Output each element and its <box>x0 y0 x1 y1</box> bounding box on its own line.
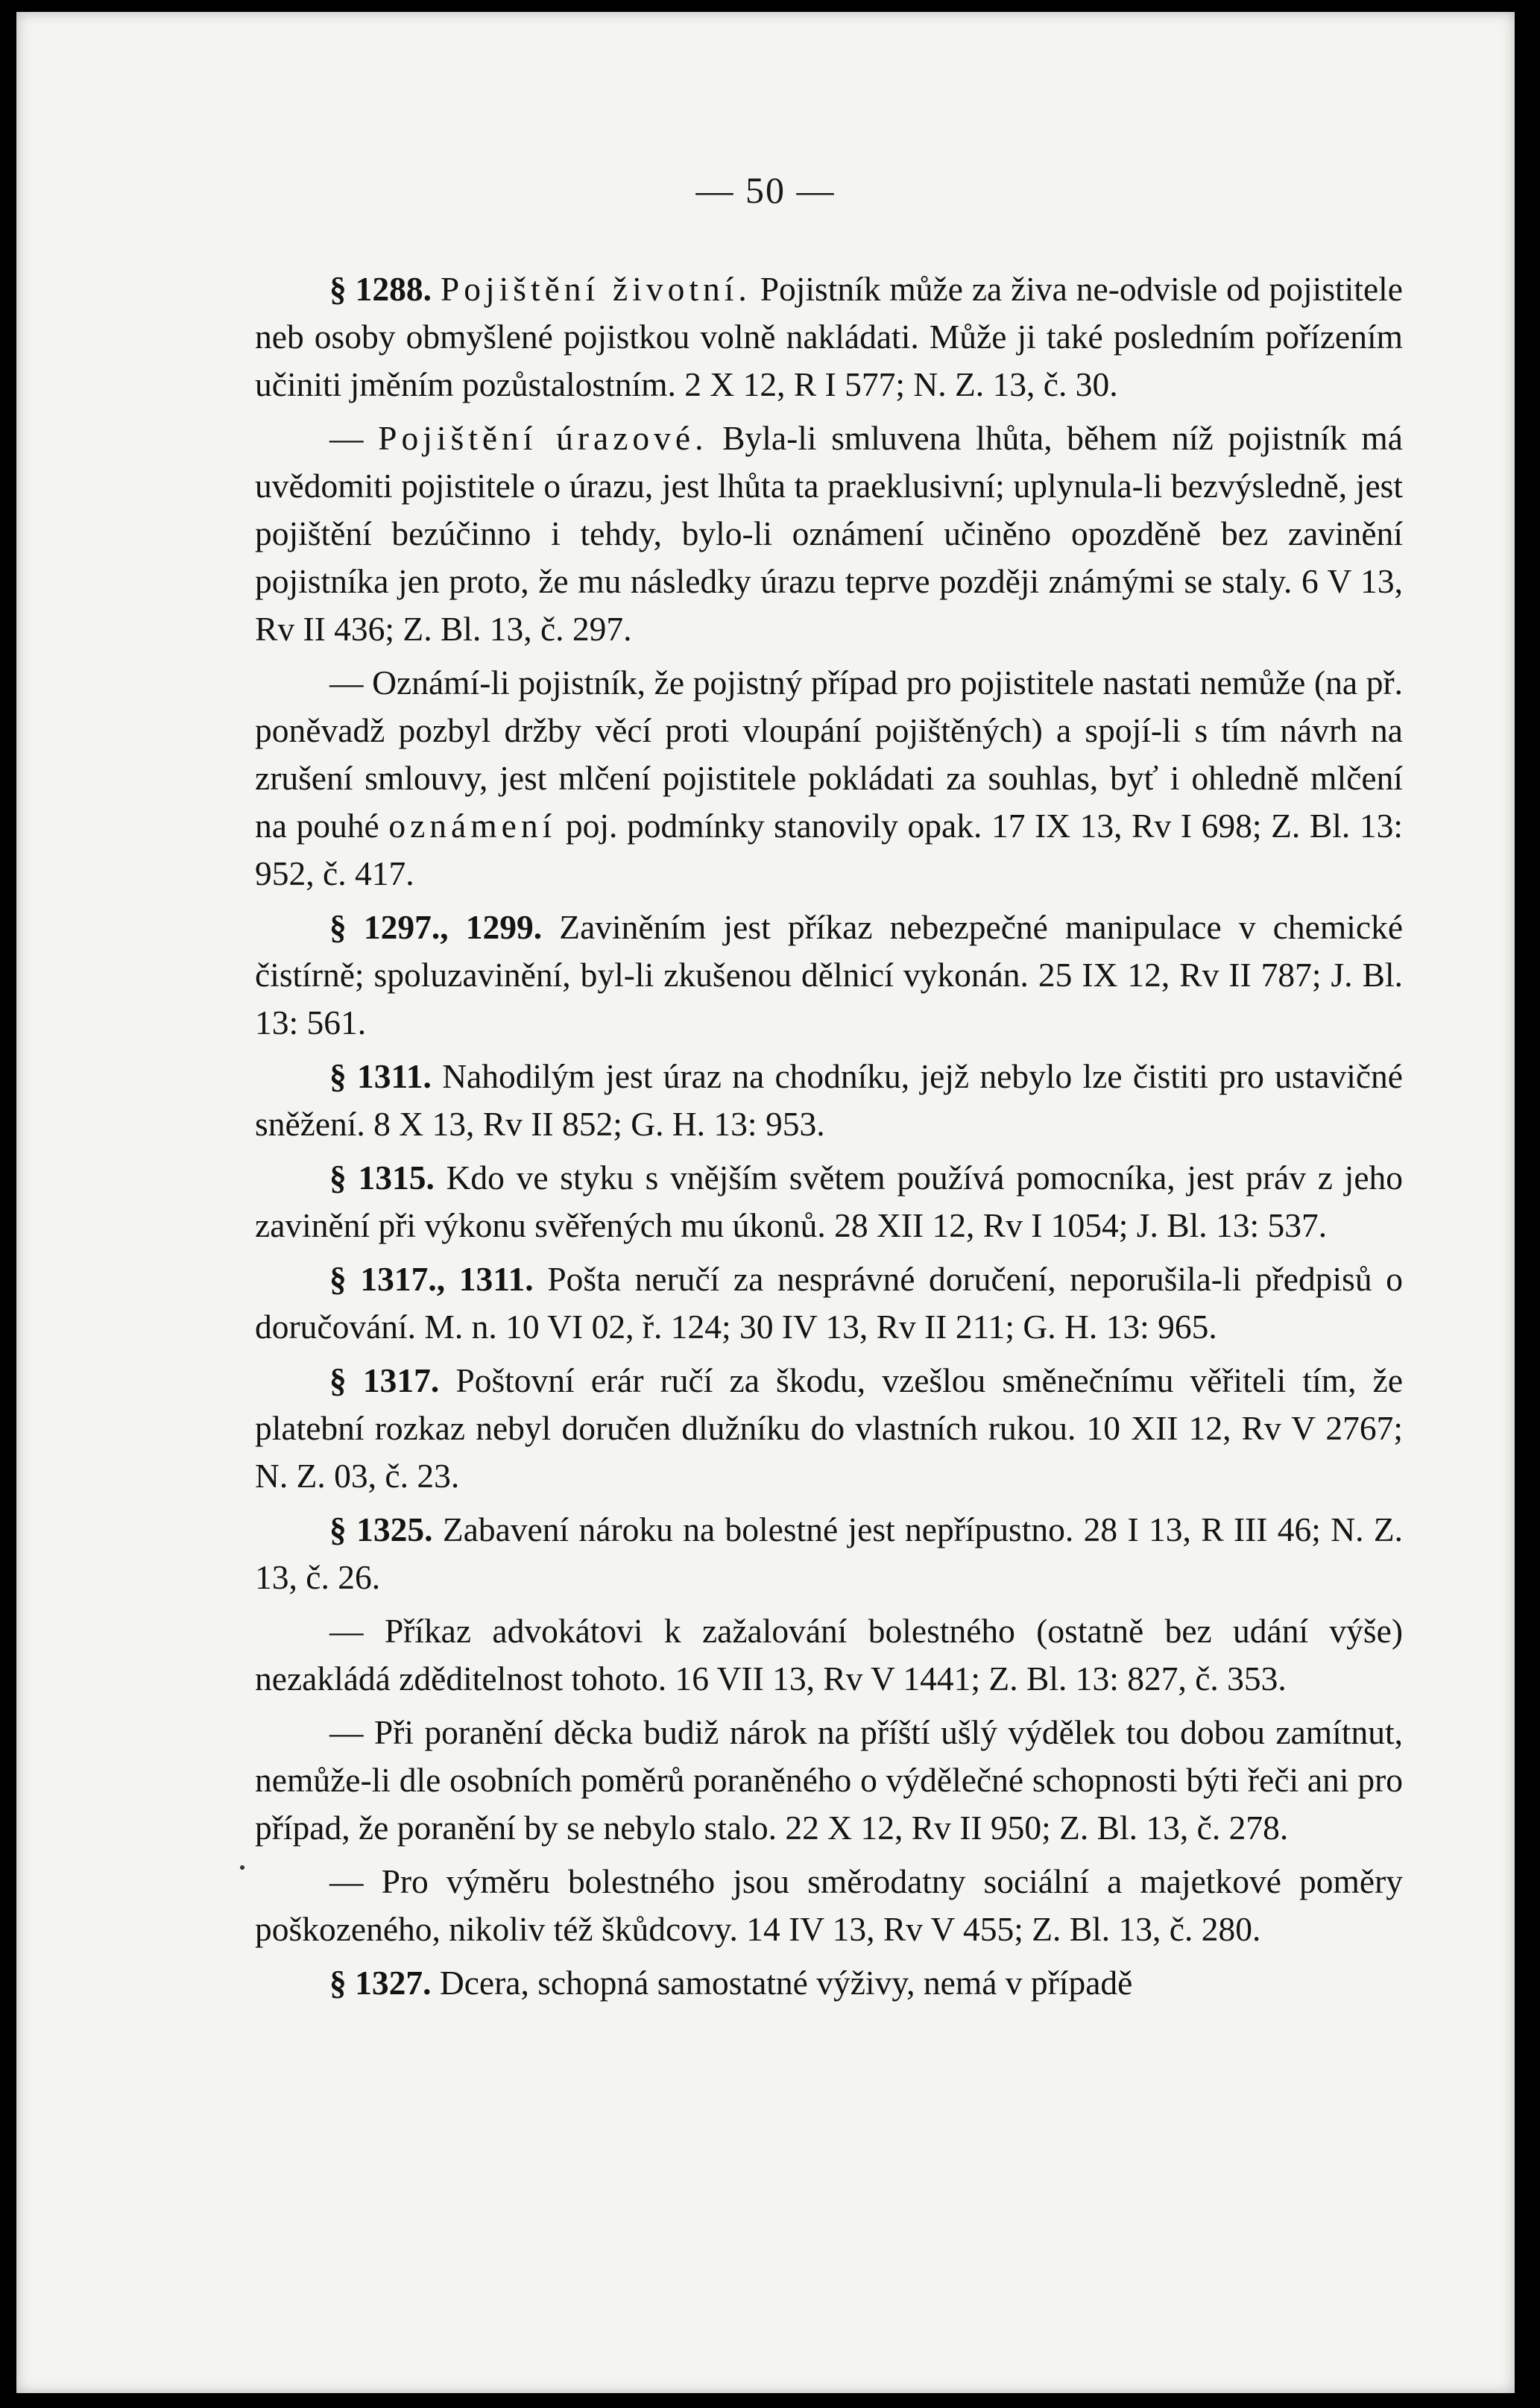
paragraph-text: Pojistník může za živa ne-odvisle od pojistitele neb osoby obmyšlené pojistkou volně nakládati. Může ji také posledním pořízením učiniti jměním pozůstalostním. 2 X 12, R I 577; N. Z. 13, č. 30. <box>255 270 1404 403</box>
dash: — <box>329 419 364 457</box>
paragraph-text: — Pro výměru bolestného jsou směrodatny sociální a majetkové poměry poškozeného, nikoliv též škůdcovy. 14 IV 13, Rv V 455; Z. Bl. 13, č. 280. <box>255 1862 1403 1948</box>
section-ref: § 1311. <box>329 1057 432 1095</box>
paragraph-1288 <box>255 265 1403 409</box>
paragraph-text: Nahodilým jest úraz na chodníku, jejž nebylo lze čistiti pro ustavičné sněžení. 8 X 13, Rv II 852; G. H. 13: 953. <box>255 1057 1403 1143</box>
paragraph-1317 <box>255 1357 1403 1500</box>
section-ref: § 1325. <box>329 1510 433 1548</box>
section-ref: § 1317., 1311. <box>329 1260 534 1298</box>
heading-pojisteni-zivotni: Pojištění životní. <box>440 270 751 308</box>
paragraph-text: Zaviněním jest příkaz nebezpečné manipulace v chemické čistírně; spoluzavinění, byl-li zkušenou dělnicí vykonán. 25 IX 12, Rv II 787; J. Bl. 13: 561. <box>255 908 1404 1041</box>
paragraph-1297 <box>255 904 1403 1047</box>
paragraph-text: Kdo ve styku s vnějším světem používá pomocníka, jest práv z jeho zavinění při výkonu svěřených mu úkonů. 28 XII 12, Rv I 1054; J. Bl. 13: 537. <box>255 1159 1404 1244</box>
paragraph-text: Zabavení nároku na bolestné jest nepřípustno. 28 I 13, R III 46; N. Z. 13, č. 26. <box>255 1510 1404 1596</box>
paragraph-text: Pošta neručí za nesprávné doručení, neporušila-li předpisů o doručování. M. n. 10 VI 02, ř. 124; 30 IV 13, Rv II 211; G. H. 13: 965. <box>255 1260 1403 1346</box>
paragraph-1327 <box>255 1959 1403 2007</box>
section-ref: § 1288. <box>329 270 432 308</box>
paragraph-urazove <box>255 415 1403 653</box>
page-number: — 50 — <box>695 169 836 211</box>
paragraph-prikaz <box>255 1607 1403 1703</box>
paragraph-text: Dcera, schopná samostatné výživy, nemá v případě <box>439 1964 1133 2002</box>
heading-pojisteni-urazove: Pojištění úrazové. <box>378 419 708 457</box>
paragraph-text: poj. podmínky stanovily opak. 17 IX 13, Rv I 698; Z. Bl. 13: 952, č. 417. <box>255 807 1404 892</box>
paragraph-vymera <box>255 1858 1403 1953</box>
page-body <box>255 265 1403 2013</box>
paragraph-1311 <box>255 1053 1403 1148</box>
paragraph-oznami <box>255 659 1403 898</box>
book-page <box>16 12 1515 2393</box>
paragraph-1315 <box>255 1154 1403 1249</box>
section-ref: § 1315. <box>329 1159 435 1197</box>
paragraph-text: Byla-li smluvena lhůta, během níž pojistník má uvědomiti pojistitele o úrazu, jest lhůta ta praeklusivní; uplynula-li bezvýsledně, jest pojištění bezúčinno i tehdy, bylo-li oznámení učiněno opozděně bez zavinění pojistníka jen proto, že mu následky úrazu teprve později známými se staly. 6 V 13, Rv II 436; Z. Bl. 13, č. 297. <box>255 419 1404 648</box>
paragraph-text: — Příkaz advokátovi k zažalování bolestného (ostatně bez udání výše) nezakládá zděditelnost tohoto. 16 VII 13, Rv V 1441; Z. Bl. 13: 827, č. 353. <box>255 1612 1403 1698</box>
paragraph-text: Poštovní erár ručí za škodu, vzešlou směnečnímu věřiteli tím, že platební rozkaz nebyl doručen dlužníku do vlastních rukou. 10 XII 12, Rv V 2767; N. Z. 03, č. 23. <box>255 1361 1404 1495</box>
paragraph-1317-1311 <box>255 1255 1403 1351</box>
paragraph-poraneni <box>255 1709 1403 1852</box>
paragraph-text: — Při poranění děcka budiž nárok na příští ušlý výdělek tou dobou zamítnut, nemůže-li dle osobních poměrů poraněného o výdělečné schopnosti býti řeči ani pro případ, že poranění by se nebylo stalo. 22 X 12, Rv II 950; Z. Bl. 13, č. 278. <box>255 1713 1403 1847</box>
paragraph-text: — Oznámí-li pojistník, že pojistný případ pro pojistitele nastati nemůže (na př. poněvadž pozbyl držby věcí proti vloupání pojištěných) a spojí-li s tím návrh na zrušení smlouvy, jest mlčení pojistitele pokládati za souhlas, byť i ohledně mlčení na pouhé <box>255 664 1403 845</box>
spaced-word-oznameni: oznámení <box>388 807 557 845</box>
section-ref: § 1327. <box>329 1964 432 2002</box>
paragraph-1325 <box>255 1506 1403 1601</box>
section-ref: § 1317. <box>329 1361 440 1399</box>
margin-dot-mark <box>240 1865 244 1870</box>
section-ref: § 1297., 1299. <box>329 908 543 946</box>
